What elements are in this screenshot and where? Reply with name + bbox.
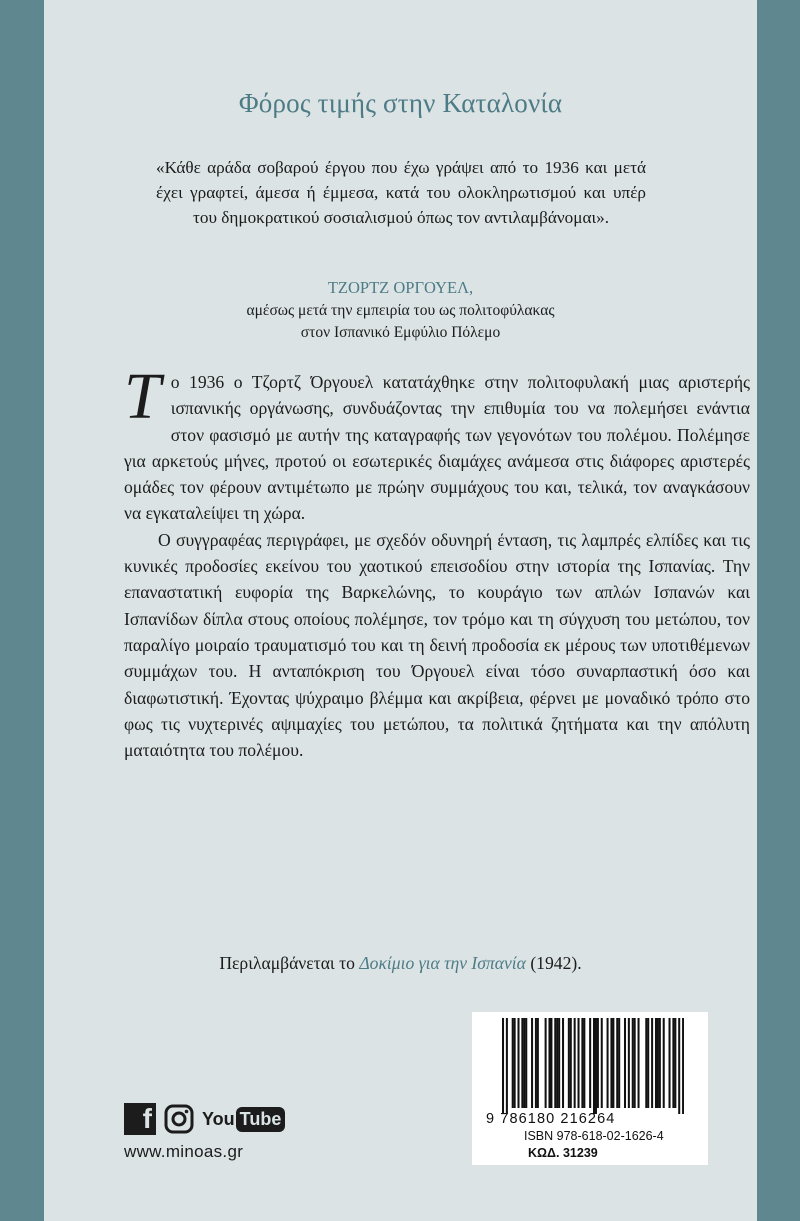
barcode-bar xyxy=(581,1018,583,1108)
included-suffix: (1942). xyxy=(530,953,582,973)
included-note xyxy=(44,953,757,974)
barcode-bar xyxy=(663,1018,665,1108)
barcode-bar xyxy=(674,1018,676,1108)
barcode-bar xyxy=(568,1018,570,1108)
blurb-paragraph-1-text: ο 1936 ο Τζορτζ Όργουελ κατατάχθηκε στην πολιτοφυλακή μιας αριστερής ισπανικής οργάνωσης, συνδυάζοντας την επιθυμία του να πολεμήσει ενάντια στον φασισμό με αυτήν της καταγραφής των γεγονότων του πολέμου. Πολέμησε για αρκετούς μήνες, προτού οι εσωτερικές διαμάχες ανάμεσα στις διάφορες αριστερές ομάδες τον φέρουν αντιμέτωπο με πρώην συμμάχους του και, τελικά, τον αναγκάσουν να εγκαταλείψει τη χώρα. xyxy=(124,372,750,524)
instagram-icon[interactable] xyxy=(164,1104,194,1134)
barcode-bar xyxy=(657,1018,659,1108)
barcode-bar xyxy=(550,1018,552,1108)
barcode-bar xyxy=(634,1018,636,1108)
barcode-bar xyxy=(628,1018,630,1108)
barcode-bar xyxy=(618,1018,620,1108)
isbn-number: ISBN 978-618-02-1626-4 xyxy=(524,1129,664,1143)
barcode-bar xyxy=(595,1018,597,1114)
barcode-bar xyxy=(632,1018,634,1108)
barcode-bar xyxy=(545,1018,547,1108)
youtube-icon[interactable] xyxy=(202,1107,285,1132)
barcode-bar xyxy=(678,1018,680,1114)
youtube-tube: Tube xyxy=(236,1107,286,1132)
barcode-bar xyxy=(669,1018,671,1108)
author-quote: «Κάθε αράδα σοβαρού έργου που έχω γράψει από το 1936 και μετά έχει γραφτεί, άμεσα ή έμμεσα, κατά του ολοκληρωτισμού και υπέρ του δημοκρατικού σοσιαλισμού όπως τον αντιλαμβάνομαι». xyxy=(156,158,646,227)
included-prefix: Περιλαμβάνεται το xyxy=(219,953,355,973)
social-icons xyxy=(124,1101,285,1137)
barcode-bar xyxy=(535,1018,537,1108)
barcode-bar xyxy=(525,1018,527,1108)
barcode-bar xyxy=(521,1018,523,1108)
barcode-bar xyxy=(672,1018,674,1108)
barcode-bar xyxy=(548,1018,550,1108)
book-title: Φόρος τιμής στην Καταλονία xyxy=(238,88,563,118)
barcode-bar xyxy=(647,1018,649,1108)
barcode-bar xyxy=(682,1018,684,1114)
barcode-bar xyxy=(655,1018,657,1108)
barcode-bar xyxy=(506,1018,508,1114)
barcode-bar xyxy=(616,1018,618,1108)
barcode-bar xyxy=(645,1018,647,1108)
barcode-bar xyxy=(612,1018,614,1108)
barcode-bar xyxy=(514,1018,516,1108)
barcode-bar xyxy=(517,1018,519,1108)
barcode-bar xyxy=(562,1018,564,1108)
drop-cap: Τ xyxy=(124,360,161,433)
barcode-bar xyxy=(659,1018,661,1108)
included-work: Δοκίμιο για την Ισπανία xyxy=(359,953,526,973)
barcode-bar xyxy=(556,1018,558,1108)
barcode-bar xyxy=(554,1018,556,1108)
barcode-bar xyxy=(601,1018,603,1108)
quote-attribution xyxy=(44,276,757,344)
barcode-bar xyxy=(502,1018,504,1114)
barcode-bar xyxy=(597,1018,599,1108)
blurb-paragraph-1 xyxy=(124,360,750,527)
barcode-bar xyxy=(589,1018,591,1108)
product-code: ΚΩΔ. 31239 xyxy=(528,1146,598,1160)
barcode-bar xyxy=(624,1018,626,1108)
barcode-icon xyxy=(502,1018,684,1114)
barcode-bar xyxy=(523,1018,525,1108)
barcode-bar xyxy=(537,1018,539,1108)
barcode-bar xyxy=(651,1018,653,1108)
barcode-bar xyxy=(593,1018,595,1114)
author-name: ΤΖΟΡΤΖ ΟΡΓΟΥΕΛ, xyxy=(327,278,474,297)
back-cover-panel xyxy=(44,0,757,1221)
youtube-you: You xyxy=(202,1108,235,1129)
barcode-bar xyxy=(638,1018,640,1108)
barcode-bar xyxy=(512,1018,514,1108)
facebook-icon[interactable]: f xyxy=(124,1103,156,1135)
barcode-box xyxy=(472,1012,708,1165)
blurb-paragraph-2: Ο συγγραφέας περιγράφει, με σχεδόν οδυνηρή ένταση, τις λαμπρές ελπίδες και τις κυνικές προδοσίες εκείνου του χαοτικού επεισοδίου στην ιστορία της Ισπανίας. Την επαναστατική ευφορία της Βαρκελώνης, το κουράγιο των απλών Ισπανών και Ισπανίδων δίπλα στους οποίους πολέμησε, τον τρόμο και τη σύγχυση του μετώπου, τον παραλίγο μοιραίο τραυματισμό του και τη δεινή προδοσία εκ μέρους των υποτιθέμενων συμμάχων του. Η ανταπόκριση του Όργουελ είναι τόσο συναρπαστική όσο και διαφωτιστική. Έχοντας ψύχραιμο βλέμμα και ακρίβεια, φέρνει με μοναδικό τρόπο στο φως τις νυχτερινές αψιμαχίες του μετώπου, τα πολιτικά ζητήματα και την απόλυτη ματαιότητα του πολέμου. xyxy=(124,529,750,761)
barcode-bar xyxy=(578,1018,580,1108)
barcode-bar xyxy=(570,1018,572,1108)
blurb xyxy=(124,360,750,763)
barcode-bar xyxy=(610,1018,612,1108)
barcode-bar xyxy=(583,1018,585,1108)
barcode-bar xyxy=(531,1018,533,1108)
barcode-bar xyxy=(558,1018,560,1108)
barcode-bar xyxy=(607,1018,609,1108)
barcode-bar xyxy=(574,1018,576,1108)
ean-number: 9 786180 216264 xyxy=(486,1111,616,1127)
attribution-line-2: στον Ισπανικό Εμφύλιο Πόλεμο xyxy=(300,324,501,341)
attribution-line-1: αμέσως μετά την εμπειρία του ως πολιτοφύλακας xyxy=(246,302,555,319)
publisher-url[interactable]: www.minoas.gr xyxy=(124,1142,244,1161)
